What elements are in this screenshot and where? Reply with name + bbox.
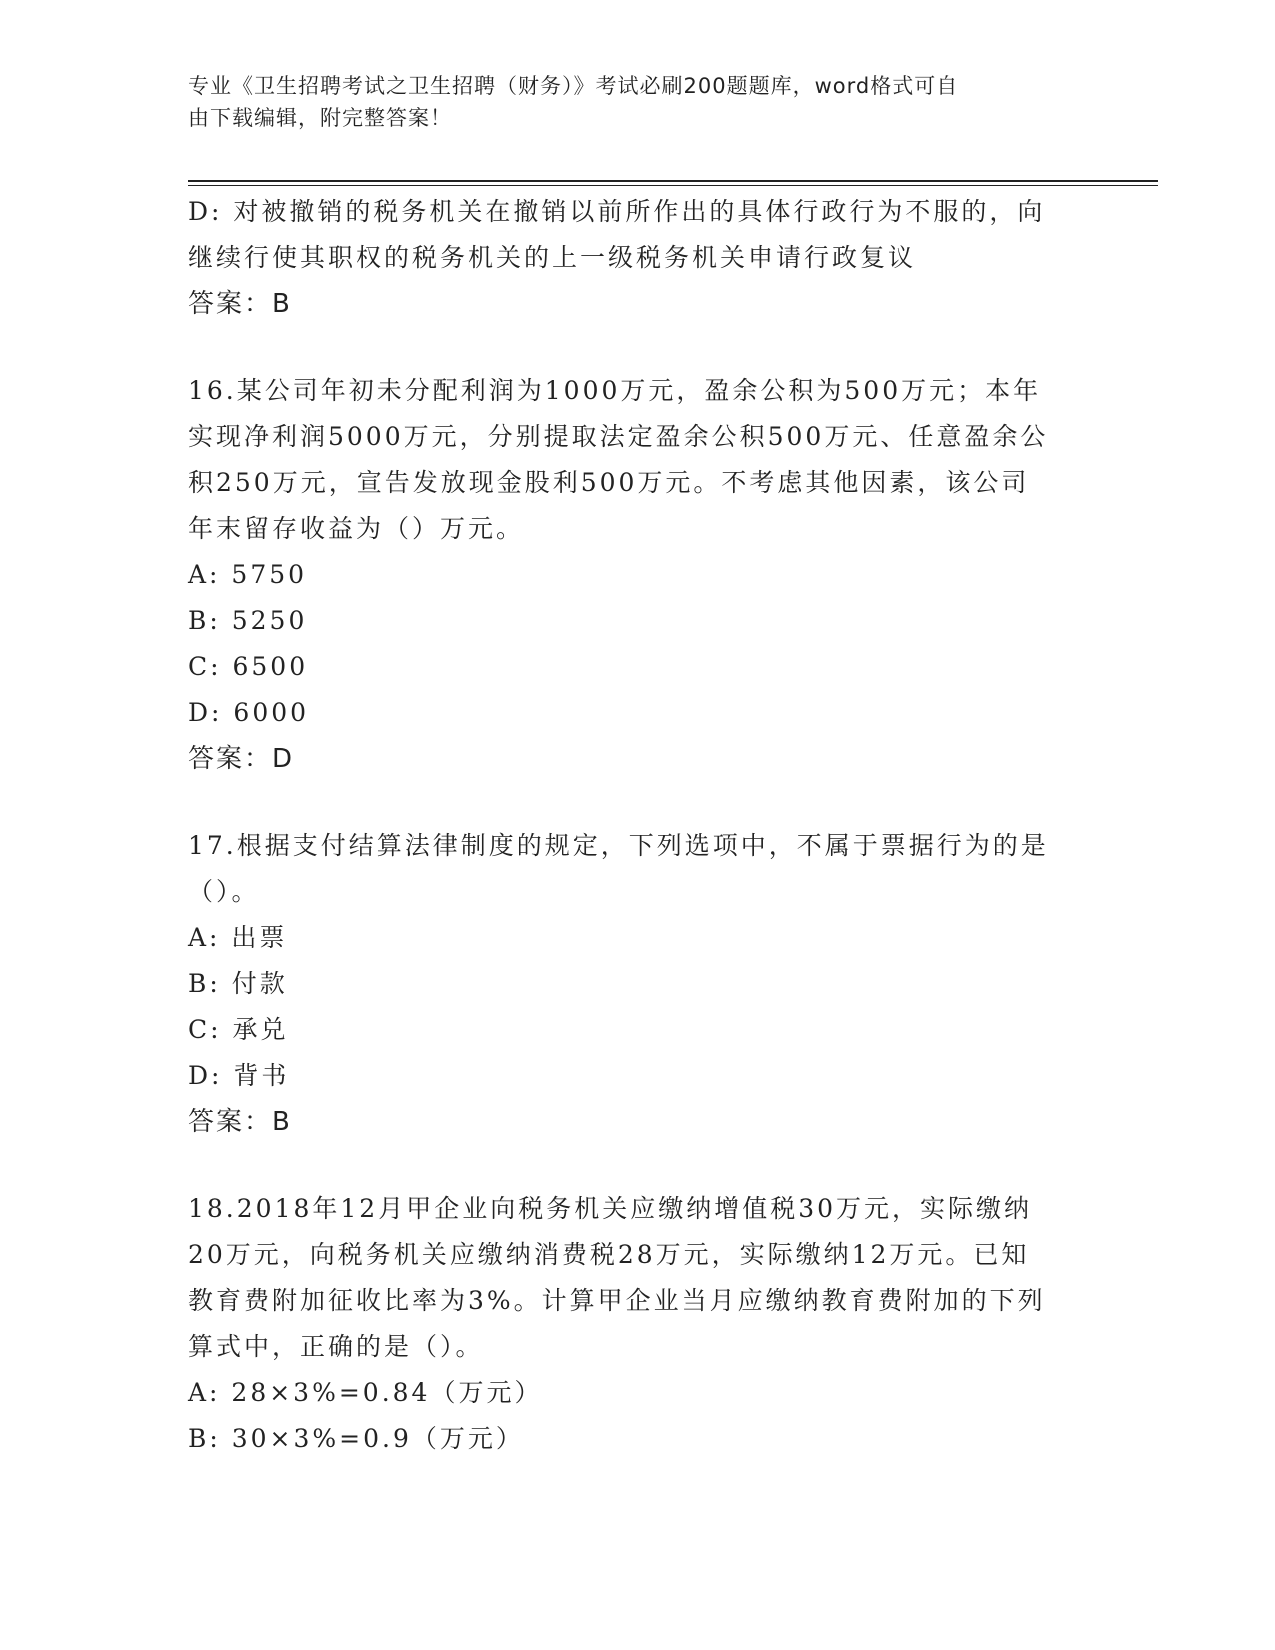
question-stem-line: 20万元，向税务机关应缴纳消费税28万元，实际缴纳12万元。已知 — [188, 1240, 1030, 1269]
question-stem-line: 教育费附加征收比率为3%。计算甲企业当月应缴纳教育费附加的下列 — [188, 1286, 1046, 1315]
option-line: D: 对被撤销的税务机关在撤销以前所作出的具体行政行为不服的，向 — [188, 197, 1046, 226]
document-header — [188, 70, 1068, 134]
option-a: A: 28×3%=0.84（万元） — [188, 1378, 543, 1407]
question-stem-line: 16.某公司年初未分配利润为1000万元，盈余公积为500万元；本年 — [188, 376, 1042, 405]
header-rule-thick — [188, 180, 1158, 182]
option-c: C: 承兑 — [188, 1015, 289, 1044]
option-b: B: 付款 — [188, 969, 288, 998]
question-stem-line: 实现净利润5000万元，分别提取法定盈余公积500万元、任意盈余公 — [188, 422, 1049, 451]
question-stem-line: 年末留存收益为（）万元。 — [188, 514, 525, 543]
question-16 — [188, 368, 1088, 782]
header-rule-thin — [188, 185, 1158, 186]
question-stem-line: 17.根据支付结算法律制度的规定，下列选项中，不属于票据行为的是 — [188, 831, 1049, 860]
question-stem-line: （）。 — [188, 877, 260, 906]
option-a: A: 出票 — [188, 923, 288, 952]
question-17 — [188, 823, 1088, 1145]
option-line: 继续行使其职权的税务机关的上一级税务机关申请行政复议 — [188, 243, 917, 272]
option-a: A: 5750 — [188, 560, 308, 589]
option-b: B: 5250 — [188, 606, 308, 635]
option-d: D: 6000 — [188, 698, 310, 727]
question-stem-line: 算式中，正确的是（）。 — [188, 1332, 484, 1361]
answer-line: 答案：B — [188, 289, 292, 319]
header-line-2: 由下载编辑，附完整答案！ — [188, 106, 452, 130]
carryover-block — [188, 189, 1088, 327]
question-stem-line: 积250万元，宣告发放现金股利500万元。不考虑其他因素，该公司 — [188, 468, 1030, 497]
option-b: B: 30×3%=0.9（万元） — [188, 1424, 524, 1453]
question-stem-line: 18.2018年12月甲企业向税务机关应缴纳增值税30万元，实际缴纳 — [188, 1194, 1033, 1223]
header-line-1: 专业《卫生招聘考试之卫生招聘（财务）》考试必刷200题题库，word格式可自 — [188, 74, 959, 98]
answer-line: 答案：B — [188, 1107, 292, 1137]
answer-line: 答案：D — [188, 744, 295, 774]
option-d: D: 背书 — [188, 1061, 290, 1090]
document-body — [188, 189, 1088, 1462]
question-18 — [188, 1186, 1088, 1462]
option-c: C: 6500 — [188, 652, 309, 681]
